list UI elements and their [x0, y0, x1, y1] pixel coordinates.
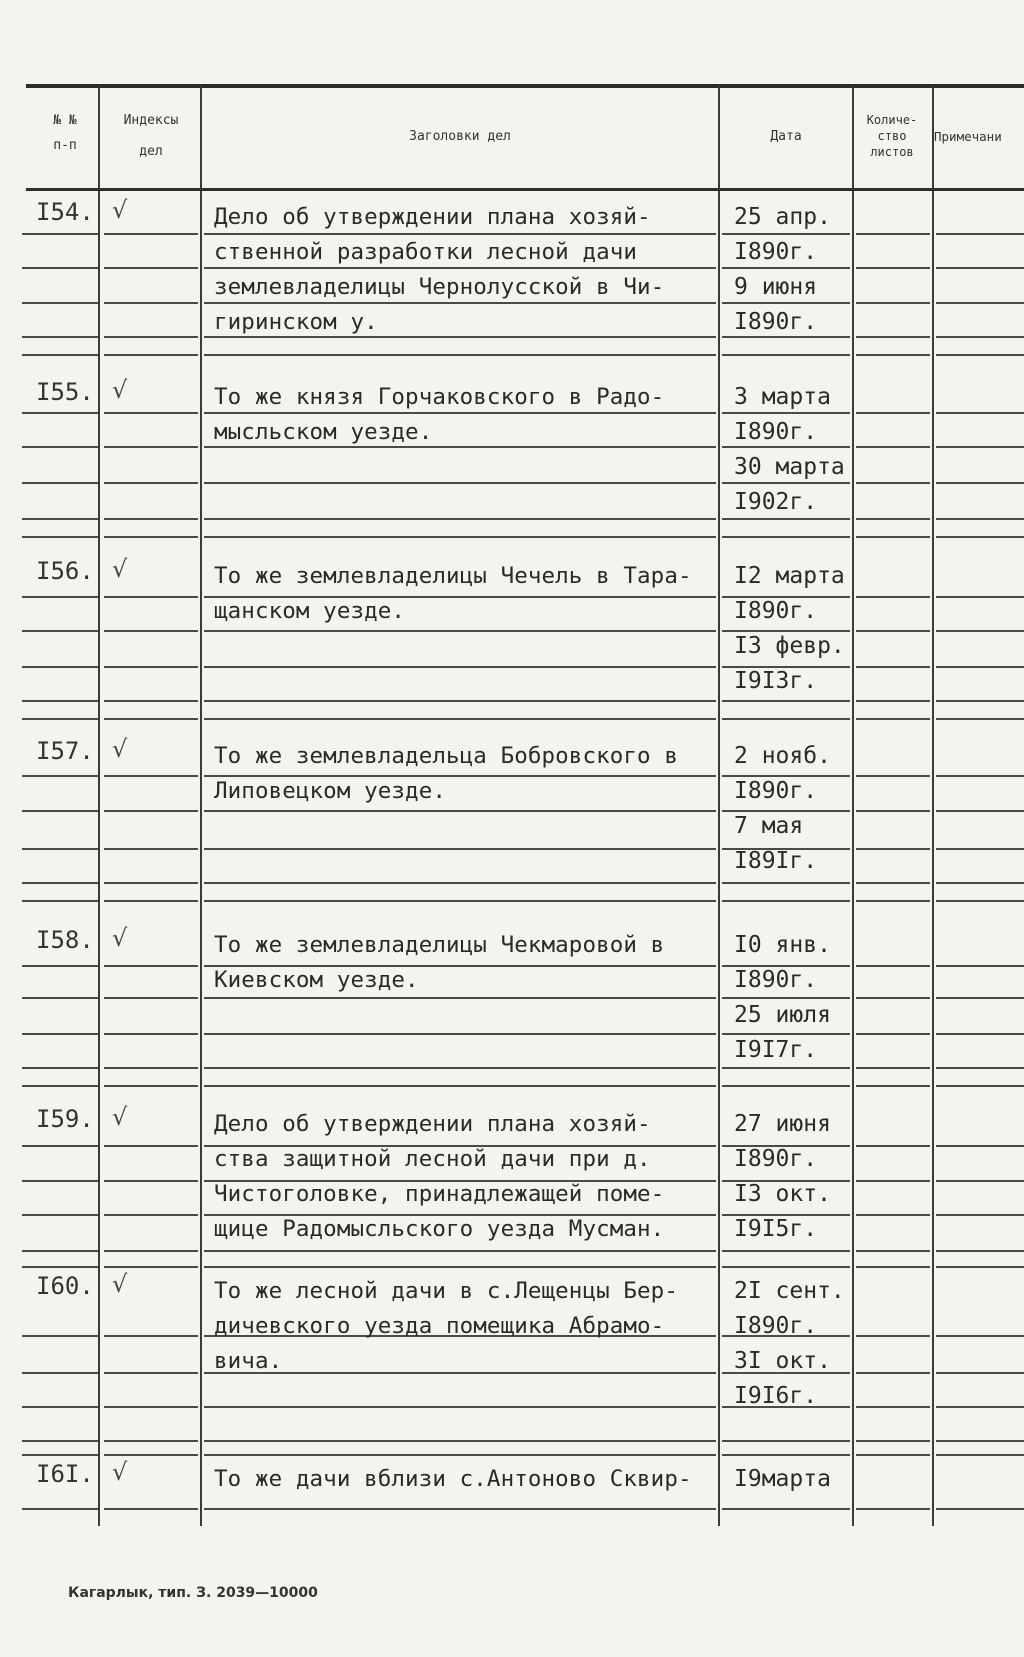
ruled-line [722, 1508, 850, 1510]
column-divider [200, 86, 202, 1526]
record-date [734, 1462, 854, 1497]
ruled-line [104, 775, 198, 777]
ruled-line [22, 630, 98, 632]
record-date-line: I902г. [734, 489, 818, 515]
record-title [214, 739, 714, 809]
ruled-line [104, 233, 198, 235]
ruled-line [204, 1440, 716, 1442]
record-title [214, 380, 714, 450]
header-index-line: Индексы [123, 113, 179, 128]
ruled-line [204, 848, 716, 850]
ruled-line [22, 965, 98, 967]
record-number: I57. [36, 737, 94, 765]
record-date [734, 739, 854, 879]
ruled-line [22, 775, 98, 777]
ruled-line [22, 482, 98, 484]
record-title-line: То же землевладелицы Чечель в Тара- [214, 563, 692, 589]
ruled-line [104, 446, 198, 448]
ruled-line [104, 354, 198, 356]
ruled-line [722, 354, 850, 356]
record-date-line: 2 нояб. [734, 743, 831, 769]
ruled-line [22, 700, 98, 702]
ruled-line [936, 1454, 1024, 1456]
record-date-line: I890г. [734, 778, 818, 804]
ruled-line [104, 1085, 198, 1087]
ruled-line [204, 666, 716, 668]
record-date-line: I3 окт. [734, 1181, 831, 1207]
record-title [214, 1462, 714, 1497]
record-title-line: ственной разработки лесной дачи [214, 239, 638, 265]
record-date [734, 928, 854, 1068]
ruled-line [104, 1180, 198, 1182]
ruled-line [22, 1372, 98, 1374]
ruled-line [722, 1250, 850, 1252]
ruled-line [856, 810, 930, 812]
checkmark-icon: √ [112, 1103, 128, 1131]
ruled-line [856, 233, 930, 235]
ruled-line [22, 1033, 98, 1035]
record-title [214, 200, 714, 340]
record-date-line: I890г. [734, 967, 818, 993]
ruled-line [936, 518, 1024, 520]
ruled-line [856, 1335, 930, 1337]
record-number: I55. [36, 378, 94, 406]
ruled-line [856, 336, 930, 338]
record-date-line: 3I окт. [734, 1348, 831, 1374]
ruled-line [936, 482, 1024, 484]
ruled-line [22, 267, 98, 269]
ruled-line [204, 1266, 716, 1268]
record-date-line: I9I5г. [734, 1216, 818, 1242]
record-title [214, 1107, 714, 1247]
ruled-line [104, 596, 198, 598]
record-date-line: I890г. [734, 419, 818, 445]
ruled-line [204, 1085, 716, 1087]
header-date: Дата [770, 129, 802, 144]
checkmark-icon: √ [112, 196, 128, 224]
ruled-line [936, 596, 1024, 598]
record-title-line: щице Радомысльского уезда Мусман. [214, 1216, 665, 1242]
ruled-line [936, 336, 1024, 338]
record-number: I54. [36, 198, 94, 226]
ruled-line [22, 596, 98, 598]
table-top-rule [26, 84, 1024, 88]
ruled-line [204, 882, 716, 884]
record-date-line: I9I3г. [734, 668, 818, 694]
record-title-line: Чистоголовке, принадлежащей поме- [214, 1181, 665, 1207]
record-title [214, 559, 714, 629]
header-number [30, 112, 100, 154]
ruled-line [936, 775, 1024, 777]
ruled-line [104, 1508, 198, 1510]
ruled-line [204, 1250, 716, 1252]
record-date [734, 200, 854, 340]
ruled-line [104, 666, 198, 668]
ruled-line [104, 1266, 198, 1268]
record-date [734, 1107, 854, 1247]
ruled-line [856, 354, 930, 356]
ruled-line [856, 848, 930, 850]
ruled-line [22, 1406, 98, 1408]
ruled-line [936, 882, 1024, 884]
header-number-line: п-п [53, 138, 77, 153]
ruled-line [204, 536, 716, 538]
ruled-line [22, 1145, 98, 1147]
column-divider [718, 86, 720, 1526]
ruled-line [722, 900, 850, 902]
ruled-line [22, 446, 98, 448]
record-title-line: вича. [214, 1348, 283, 1374]
ruled-line [722, 1440, 850, 1442]
ruled-line [856, 1085, 930, 1087]
ruled-line [856, 1440, 930, 1442]
ruled-line [22, 997, 98, 999]
record-date-line: 7 мая [734, 813, 804, 839]
ruled-line [104, 302, 198, 304]
ruled-line [936, 1250, 1024, 1252]
ruled-line [856, 596, 930, 598]
ruled-line [22, 848, 98, 850]
ruled-line [104, 1033, 198, 1035]
ruled-line [856, 666, 930, 668]
record-title [214, 1274, 714, 1379]
ruled-line [22, 302, 98, 304]
record-title-line: гиринском у. [214, 309, 378, 335]
ruled-line [856, 718, 930, 720]
ruled-line [856, 1406, 930, 1408]
header-sheets-line: листов [870, 145, 914, 159]
ruled-line [936, 1145, 1024, 1147]
ruled-line [856, 1508, 930, 1510]
ruled-line [22, 900, 98, 902]
record-date-line: 25 апр. [734, 204, 831, 230]
record-date-line: 30 марта [734, 454, 845, 480]
header-index-line: дел [139, 144, 163, 159]
ruled-line [856, 1067, 930, 1069]
ruled-line [936, 900, 1024, 902]
ruled-line [22, 1508, 98, 1510]
record-date-line: 27 июня [734, 1111, 831, 1137]
ruled-line [22, 518, 98, 520]
ruled-line [22, 1440, 98, 1442]
ruled-line [104, 882, 198, 884]
record-date-line: 25 июля [734, 1002, 831, 1028]
ruled-line [722, 882, 850, 884]
ruled-line [204, 1033, 716, 1035]
record-number: I56. [36, 557, 94, 585]
ruled-line [856, 997, 930, 999]
ruled-line [104, 1335, 198, 1337]
ruled-line [856, 518, 930, 520]
ruled-line [722, 536, 850, 538]
ruled-line [936, 630, 1024, 632]
record-title-line: То же землевладельца Бобровского в [214, 743, 678, 769]
ruled-line [22, 336, 98, 338]
ruled-line [856, 1250, 930, 1252]
header-sheets-line: Количе- [866, 113, 918, 127]
record-date-line: I2 марта [734, 563, 845, 589]
ruled-line [936, 718, 1024, 720]
record-date-line: I9марта [734, 1466, 831, 1492]
ruled-line [856, 965, 930, 967]
record-number: I59. [36, 1105, 94, 1133]
header-bottom-rule [26, 188, 1024, 191]
ruled-line [104, 965, 198, 967]
ruled-line [204, 900, 716, 902]
record-date-line: I9I7г. [734, 1037, 818, 1063]
ruled-line [104, 1440, 198, 1442]
ruled-line [936, 233, 1024, 235]
ruled-line [856, 775, 930, 777]
ruled-line [22, 810, 98, 812]
record-date [734, 1274, 854, 1414]
ruled-line [204, 1406, 716, 1408]
header-number-line: № № [53, 113, 77, 128]
record-date [734, 559, 854, 699]
record-number: I6I. [36, 1460, 94, 1488]
record-title-line: Липовецком уезде. [214, 778, 446, 804]
record-title [214, 928, 714, 998]
ruled-line [936, 1214, 1024, 1216]
ruled-line [22, 666, 98, 668]
ruled-line [936, 536, 1024, 538]
ruled-line [936, 1440, 1024, 1442]
ruled-line [856, 536, 930, 538]
ruled-line [22, 1180, 98, 1182]
record-date-line: I890г. [734, 598, 818, 624]
ruled-line [936, 1508, 1024, 1510]
ruled-line [104, 336, 198, 338]
ruled-line [104, 630, 198, 632]
ruled-line [722, 1266, 850, 1268]
ruled-line [104, 700, 198, 702]
ruled-line [722, 700, 850, 702]
record-date-line: I0 янв. [734, 932, 831, 958]
ruled-line [22, 718, 98, 720]
ruled-line [22, 1085, 98, 1087]
record-title-line: дичевского уезда помещика Абрамо- [214, 1313, 665, 1339]
ruled-line [936, 267, 1024, 269]
ruled-line [22, 1266, 98, 1268]
record-date-line: I3 февр. [734, 633, 845, 659]
checkmark-icon: √ [112, 376, 128, 404]
ruled-line [856, 412, 930, 414]
ruled-line [856, 1033, 930, 1035]
ruled-line [204, 482, 716, 484]
ruled-line [856, 1180, 930, 1182]
ruled-line [104, 1214, 198, 1216]
record-title-line: ства защитной лесной дачи при д. [214, 1146, 651, 1172]
record-date-line: 2I сент. [734, 1278, 845, 1304]
header-index [104, 112, 198, 160]
record-date-line: I890г. [734, 239, 818, 265]
record-date-line: 9 июня [734, 274, 818, 300]
ruled-line [936, 666, 1024, 668]
ruled-line [104, 1454, 198, 1456]
ruled-line [936, 1033, 1024, 1035]
record-date-line: 3 марта [734, 384, 831, 410]
checkmark-icon: √ [112, 555, 128, 583]
ruled-line [856, 1214, 930, 1216]
ruled-line [936, 1372, 1024, 1374]
header-notes: Примечани [934, 129, 1002, 144]
ruled-line [204, 630, 716, 632]
ruled-line [104, 482, 198, 484]
header-title: Заголовки дел [409, 129, 511, 144]
record-date-line: I890г. [734, 1313, 818, 1339]
record-title-line: щанском уезде. [214, 598, 406, 624]
ruled-line [104, 518, 198, 520]
ruled-line [936, 1335, 1024, 1337]
ruled-line [936, 1085, 1024, 1087]
ruled-line [204, 1067, 716, 1069]
ruled-line [936, 354, 1024, 356]
record-title-line: Киевском уезде. [214, 967, 419, 993]
ruled-line [104, 997, 198, 999]
record-date [734, 380, 854, 520]
header-sheets-line: ство [877, 129, 907, 143]
ruled-line [104, 267, 198, 269]
ruled-line [104, 1406, 198, 1408]
printer-imprint: Кагарлык, тип. З. 2039—10000 [68, 1585, 318, 1601]
ruled-line [104, 1145, 198, 1147]
ruled-line [936, 1180, 1024, 1182]
checkmark-icon: √ [112, 735, 128, 763]
ruled-line [204, 718, 716, 720]
record-title-line: мысльском уезде. [214, 419, 433, 445]
record-date-line: I89Iг. [734, 848, 818, 874]
record-title-line: То же лесной дачи в с.Лещенцы Бер- [214, 1278, 678, 1304]
ruled-line [936, 848, 1024, 850]
ruled-line [104, 1250, 198, 1252]
record-title-line: То же землевладелицы Чекмаровой в [214, 932, 665, 958]
record-title-line: То же князя Горчаковского в Радо- [214, 384, 665, 410]
ruled-line [856, 446, 930, 448]
ruled-line [22, 233, 98, 235]
column-divider [98, 86, 100, 1526]
ruled-line [936, 1266, 1024, 1268]
ruled-line [936, 1406, 1024, 1408]
ruled-line [936, 412, 1024, 414]
record-title-line: Дело об утверждении плана хозяй- [214, 204, 651, 230]
ruled-line [856, 1454, 930, 1456]
record-number: I60. [36, 1272, 94, 1300]
record-number: I58. [36, 926, 94, 954]
checkmark-icon: √ [112, 1270, 128, 1298]
ruled-line [104, 848, 198, 850]
ruled-line [856, 267, 930, 269]
column-divider [932, 86, 934, 1526]
ruled-line [856, 700, 930, 702]
ruled-line [722, 1454, 850, 1456]
checkmark-icon: √ [112, 924, 128, 952]
ruled-line [722, 1085, 850, 1087]
ruled-line [22, 536, 98, 538]
ruled-line [22, 354, 98, 356]
ruled-line [856, 900, 930, 902]
header-sheets [854, 112, 930, 160]
ruled-line [936, 302, 1024, 304]
ruled-line [936, 446, 1024, 448]
ruled-line [22, 1335, 98, 1337]
ruled-line [204, 700, 716, 702]
record-title-line: То же дачи вблизи с.Антоново Сквир- [214, 1466, 692, 1492]
ruled-line [936, 810, 1024, 812]
ruled-line [104, 900, 198, 902]
ruled-line [856, 882, 930, 884]
ruled-line [22, 1454, 98, 1456]
ruled-line [722, 718, 850, 720]
ruled-line [104, 810, 198, 812]
ruled-line [104, 536, 198, 538]
ruled-line [22, 882, 98, 884]
ruled-line [104, 1067, 198, 1069]
ruled-line [856, 1372, 930, 1374]
ruled-line [104, 718, 198, 720]
ruled-line [104, 412, 198, 414]
ruled-line [22, 1214, 98, 1216]
checkmark-icon: √ [112, 1458, 128, 1486]
ruled-line [204, 810, 716, 812]
ruled-line [22, 1250, 98, 1252]
ruled-line [856, 1266, 930, 1268]
ruled-line [856, 302, 930, 304]
record-date-line: I890г. [734, 1146, 818, 1172]
record-date-line: I890г. [734, 309, 818, 335]
ruled-line [856, 1145, 930, 1147]
ruled-line [936, 997, 1024, 999]
ruled-line [856, 482, 930, 484]
ruled-line [22, 1067, 98, 1069]
ruled-line [856, 630, 930, 632]
ruled-line [204, 354, 716, 356]
ruled-line [204, 1454, 716, 1456]
ruled-line [22, 412, 98, 414]
record-title-line: Дело об утверждении плана хозяй- [214, 1111, 651, 1137]
ruled-line [204, 518, 716, 520]
ruled-line [936, 965, 1024, 967]
ruled-line [936, 1067, 1024, 1069]
ruled-line [204, 1508, 716, 1510]
ruled-line [936, 700, 1024, 702]
ruled-line [104, 1372, 198, 1374]
record-title-line: землевладелицы Чернолусской в Чи- [214, 274, 665, 300]
record-date-line: I9I6г. [734, 1383, 818, 1409]
